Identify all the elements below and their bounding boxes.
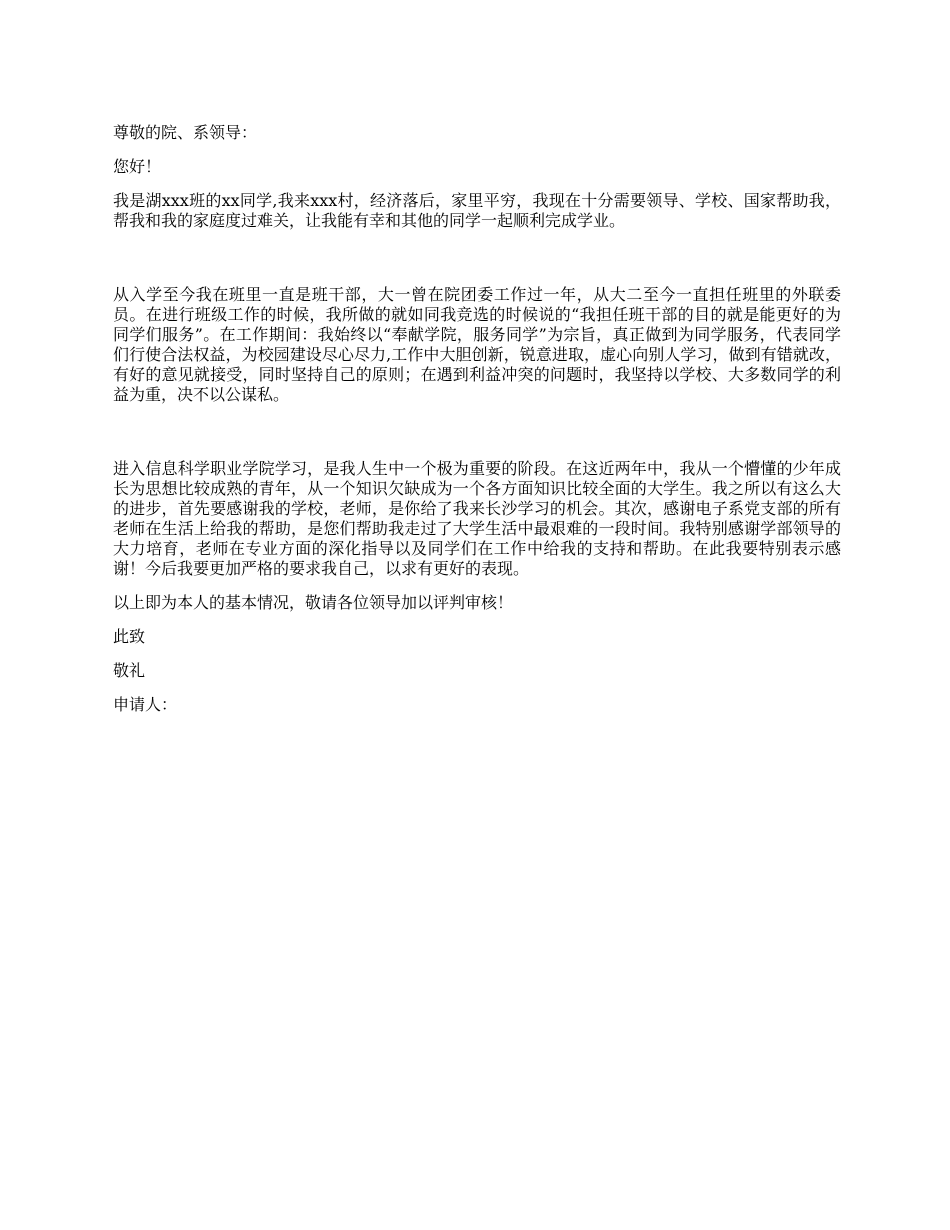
paragraph-gratitude: 进入信息科学职业学院学习，是我人生中一个极为重要的阶段。在这近两年中，我从一个懵懂的少年成长为思想比较成熟的青年，从一个知识欠缺成为一个各方面知识比较全面的大学生。我之所以有这么大的进步，首先要感谢我的学校，老师，是你给了我来长沙学习的机会。其次，感谢电子系党支部的所有老师在生活上给我的帮助，是您们帮助我走过了大学生活中最艰难的一段时间。我特别感谢学部领导的大力培育，老师在专业方面的深化指导以及同学们在工作中给我的支持和帮助。在此我要特别表示感谢！今后我要更加严格的要求我自己，以求有更好的表现。 xyxy=(113,459,841,578)
greeting: 您好！ xyxy=(113,157,162,176)
closing-line-2: 敬礼 xyxy=(113,661,146,680)
salutation: 尊敬的院、系领导： xyxy=(113,123,258,142)
paragraph-class-work: 从入学至今我在班里一直是班干部，大一曾在院团委工作过一年，从大二至今一直担任班里的外联委员。在进行班级工作的时候，我所做的就如同我竞选的时候说的“我担任班干部的目的就是能更好的为同学们服务”。在工作期间：我始终以“奉献学院，服务同学”为宗旨，真正做到为同学服务，代表同学们行使合法权益，为校园建设尽心尽力,工作中大胆创新，锐意进取，虚心向别人学习，做到有错就改，有好的意见就接受，同时坚持自己的原则；在遇到利益冲突的问题时，我坚持以学校、大多数同学的利益为重，决不以公谋私。 xyxy=(113,285,841,404)
closing-line-1: 此致 xyxy=(113,627,146,646)
paragraph-intro: 我是湖xxx班的xx同学,我来xxx村，经济落后，家里平穷，我现在十分需要领导、学校、国家帮助我，帮我和我的家庭度过难关，让我能有幸和其他的同学一起顺利完成学业。 xyxy=(113,191,841,230)
letter-body xyxy=(113,123,841,715)
signature-label: 申请人： xyxy=(113,695,178,714)
paragraph-summary: 以上即为本人的基本情况，敬请各位领导加以评判审核！ xyxy=(113,593,514,612)
